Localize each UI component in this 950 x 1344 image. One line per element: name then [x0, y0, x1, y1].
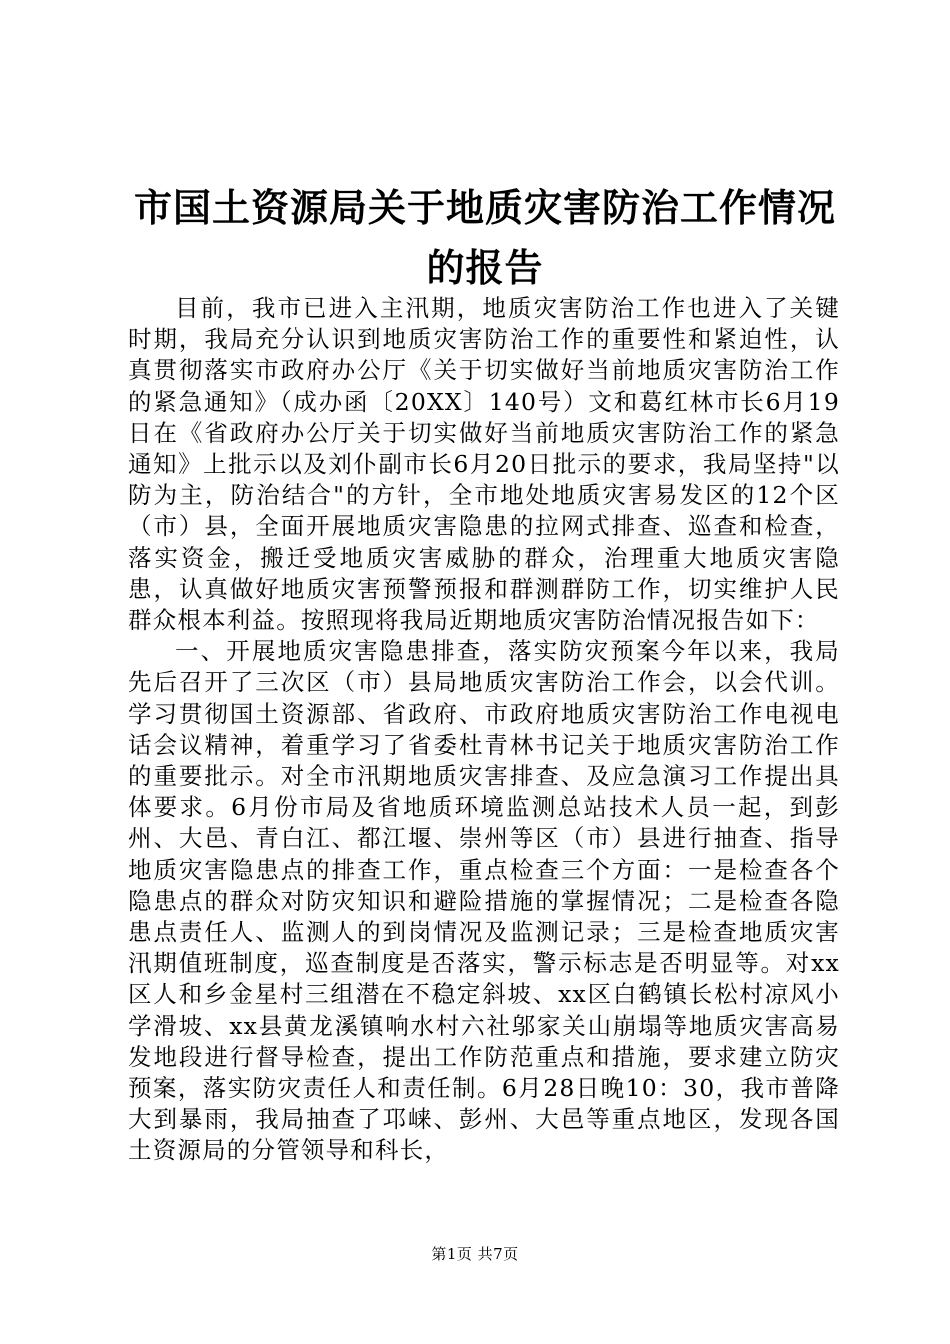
document-title: 市国土资源局关于地质灾害防治工作情况的报告: [133, 186, 836, 290]
page-number: 第1页 共7页: [431, 1245, 519, 1263]
document-body: [128, 293, 840, 1167]
paragraph-section-one: 一、开展地质灾害隐患排查，落实防灾预案今年以来，我局先后召开了三次区（市）县局地质灾害防治工作会，以会代训。学习贯彻国土资源部、省政府、市政府地质灾害防治工作电视电话会议精神，着重学习了省委杜青林书记关于地质灾害防治工作的重要批示。对全市汛期地质灾害排查、及应急演习工作提出具体要求。6月份市局及省地质环境监测总站技术人员一起，到彭州、大邑、青白江、都江堰、崇州等区（市）县进行抽查、指导地质灾害隐患点的排查工作，重点检查三个方面：一是检查各个隐患点的群众对防灾知识和避险措施的掌握情况；二是检查各隐患点责任人、监测人的到岗情况及监测记录；三是检查地质灾害汛期值班制度，巡查制度是否落实，警示标志是否明显等。对xx区人和乡金星村三组潜在不稳定斜坡、xx区白鹤镇长松村凉风小学滑坡、xx县黄龙溪镇响水村六社邬家关山崩塌等地质灾害高易发地段进行督导检查，提出工作防范重点和措施，要求建立防灾预案，落实防灾责任人和责任制。6月28日晚10：30，我市普降大到暴雨，我局抽查了邛崃、彭州、大邑等重点地区，发现各国土资源局的分管领导和科长，: [128, 637, 840, 1165]
paragraph-intro: 目前，我市已进入主汛期，地质灾害防治工作也进入了关键时期，我局充分认识到地质灾害防治工作的重要性和紧迫性，认真贯彻落实市政府办公厅《关于切实做好当前地质灾害防治工作的紧急通知》（成办函〔20XX〕140号）文和葛红林市长6月19日在《省政府办公厅关于切实做好当前地质灾害防治工作的紧急通知》上批示以及刘仆副市长6月20日批示的要求，我局坚持"以防为主，防治结合"的方针，全市地处地质灾害易发区的12个区（市）县，全面开展地质灾害隐患的拉网式排查、巡查和检查，落实资金，搬迁受地质灾害威胁的群众，治理重大地质灾害隐患，认真做好地质灾害预警预报和群测群防工作，切实维护人民群众根本利益。按照现将我局近期地质灾害防治情况报告如下：: [128, 294, 840, 635]
